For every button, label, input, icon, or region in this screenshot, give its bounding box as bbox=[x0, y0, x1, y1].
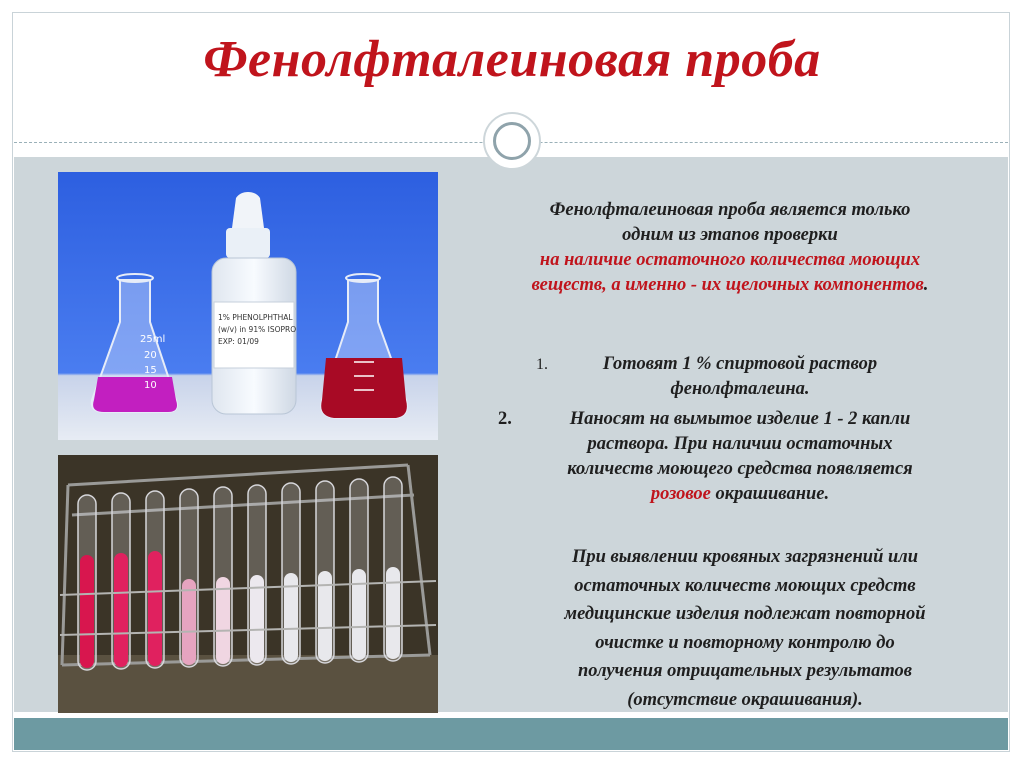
bottle-label-line: 1% PHENOLPHTHAL bbox=[218, 313, 293, 322]
intro-period: . bbox=[923, 275, 929, 295]
conclusion-line: очистке и повторному контролю до bbox=[595, 632, 895, 653]
step-line-rest: окрашивание. bbox=[710, 484, 830, 504]
tube-liquid bbox=[114, 553, 128, 667]
intro-line: Фенолфталеиновая проба является только bbox=[549, 200, 911, 220]
intro-paragraph bbox=[470, 198, 990, 298]
conclusion-line: медицинские изделия подлежат повторной bbox=[564, 604, 926, 624]
step-number: 2. bbox=[498, 409, 512, 429]
intro-line-wrap bbox=[470, 273, 990, 298]
step-item bbox=[490, 352, 990, 402]
step-item bbox=[490, 407, 990, 507]
flask-mark: 25ml bbox=[140, 334, 166, 345]
tube-liquid bbox=[80, 555, 94, 668]
step-line: Наносят на вымытое изделие 1 - 2 капли bbox=[569, 409, 911, 429]
bottom-bar bbox=[14, 718, 1008, 750]
conclusion-line: получения отрицательных результатов bbox=[578, 661, 912, 681]
step-number: 1. bbox=[536, 356, 548, 373]
step-line-wrap bbox=[490, 482, 990, 507]
tube-liquid bbox=[182, 579, 196, 665]
step-line: количеств моющего средства появляется bbox=[567, 459, 913, 479]
ring-ornament bbox=[483, 112, 541, 170]
steps-list bbox=[490, 352, 990, 507]
tube-liquid bbox=[352, 569, 366, 660]
conclusion-line: остаточных количеств моющих средств bbox=[574, 575, 916, 596]
step-line: фенолфталеина. bbox=[670, 379, 810, 399]
flask-mark: 10 bbox=[144, 380, 157, 391]
tube-liquid bbox=[386, 567, 400, 659]
intro-line: одним из этапов проверки bbox=[622, 225, 838, 245]
conclusion-paragraph bbox=[470, 543, 1020, 714]
intro-line-highlight: на наличие остаточного количества моющих bbox=[539, 250, 921, 270]
flasks-photo bbox=[58, 172, 438, 440]
step-line: Готовят 1 % спиртовой раствор bbox=[602, 354, 878, 374]
tube-liquid bbox=[148, 551, 162, 666]
conclusion-line: (отсутствие окрашивания). bbox=[627, 689, 863, 710]
step-highlight: розовое bbox=[650, 484, 711, 504]
flask-mark: 15 bbox=[144, 365, 157, 376]
intro-line-highlight: веществ, а именно - их щелочных компонентов bbox=[531, 275, 924, 295]
flask-mark: 20 bbox=[144, 350, 157, 361]
test-tubes-photo bbox=[58, 455, 438, 713]
bottle-label-line: (w/v) in 91% ISOPRO bbox=[218, 325, 297, 334]
slide-title: Фенолфталеиновая проба bbox=[203, 31, 821, 88]
conclusion-line: При выявлении кровяных загрязнений или bbox=[571, 547, 919, 567]
step-line: раствора. При наличии остаточных bbox=[587, 434, 893, 454]
bottle-label-line: EXP: 01/09 bbox=[218, 337, 259, 346]
